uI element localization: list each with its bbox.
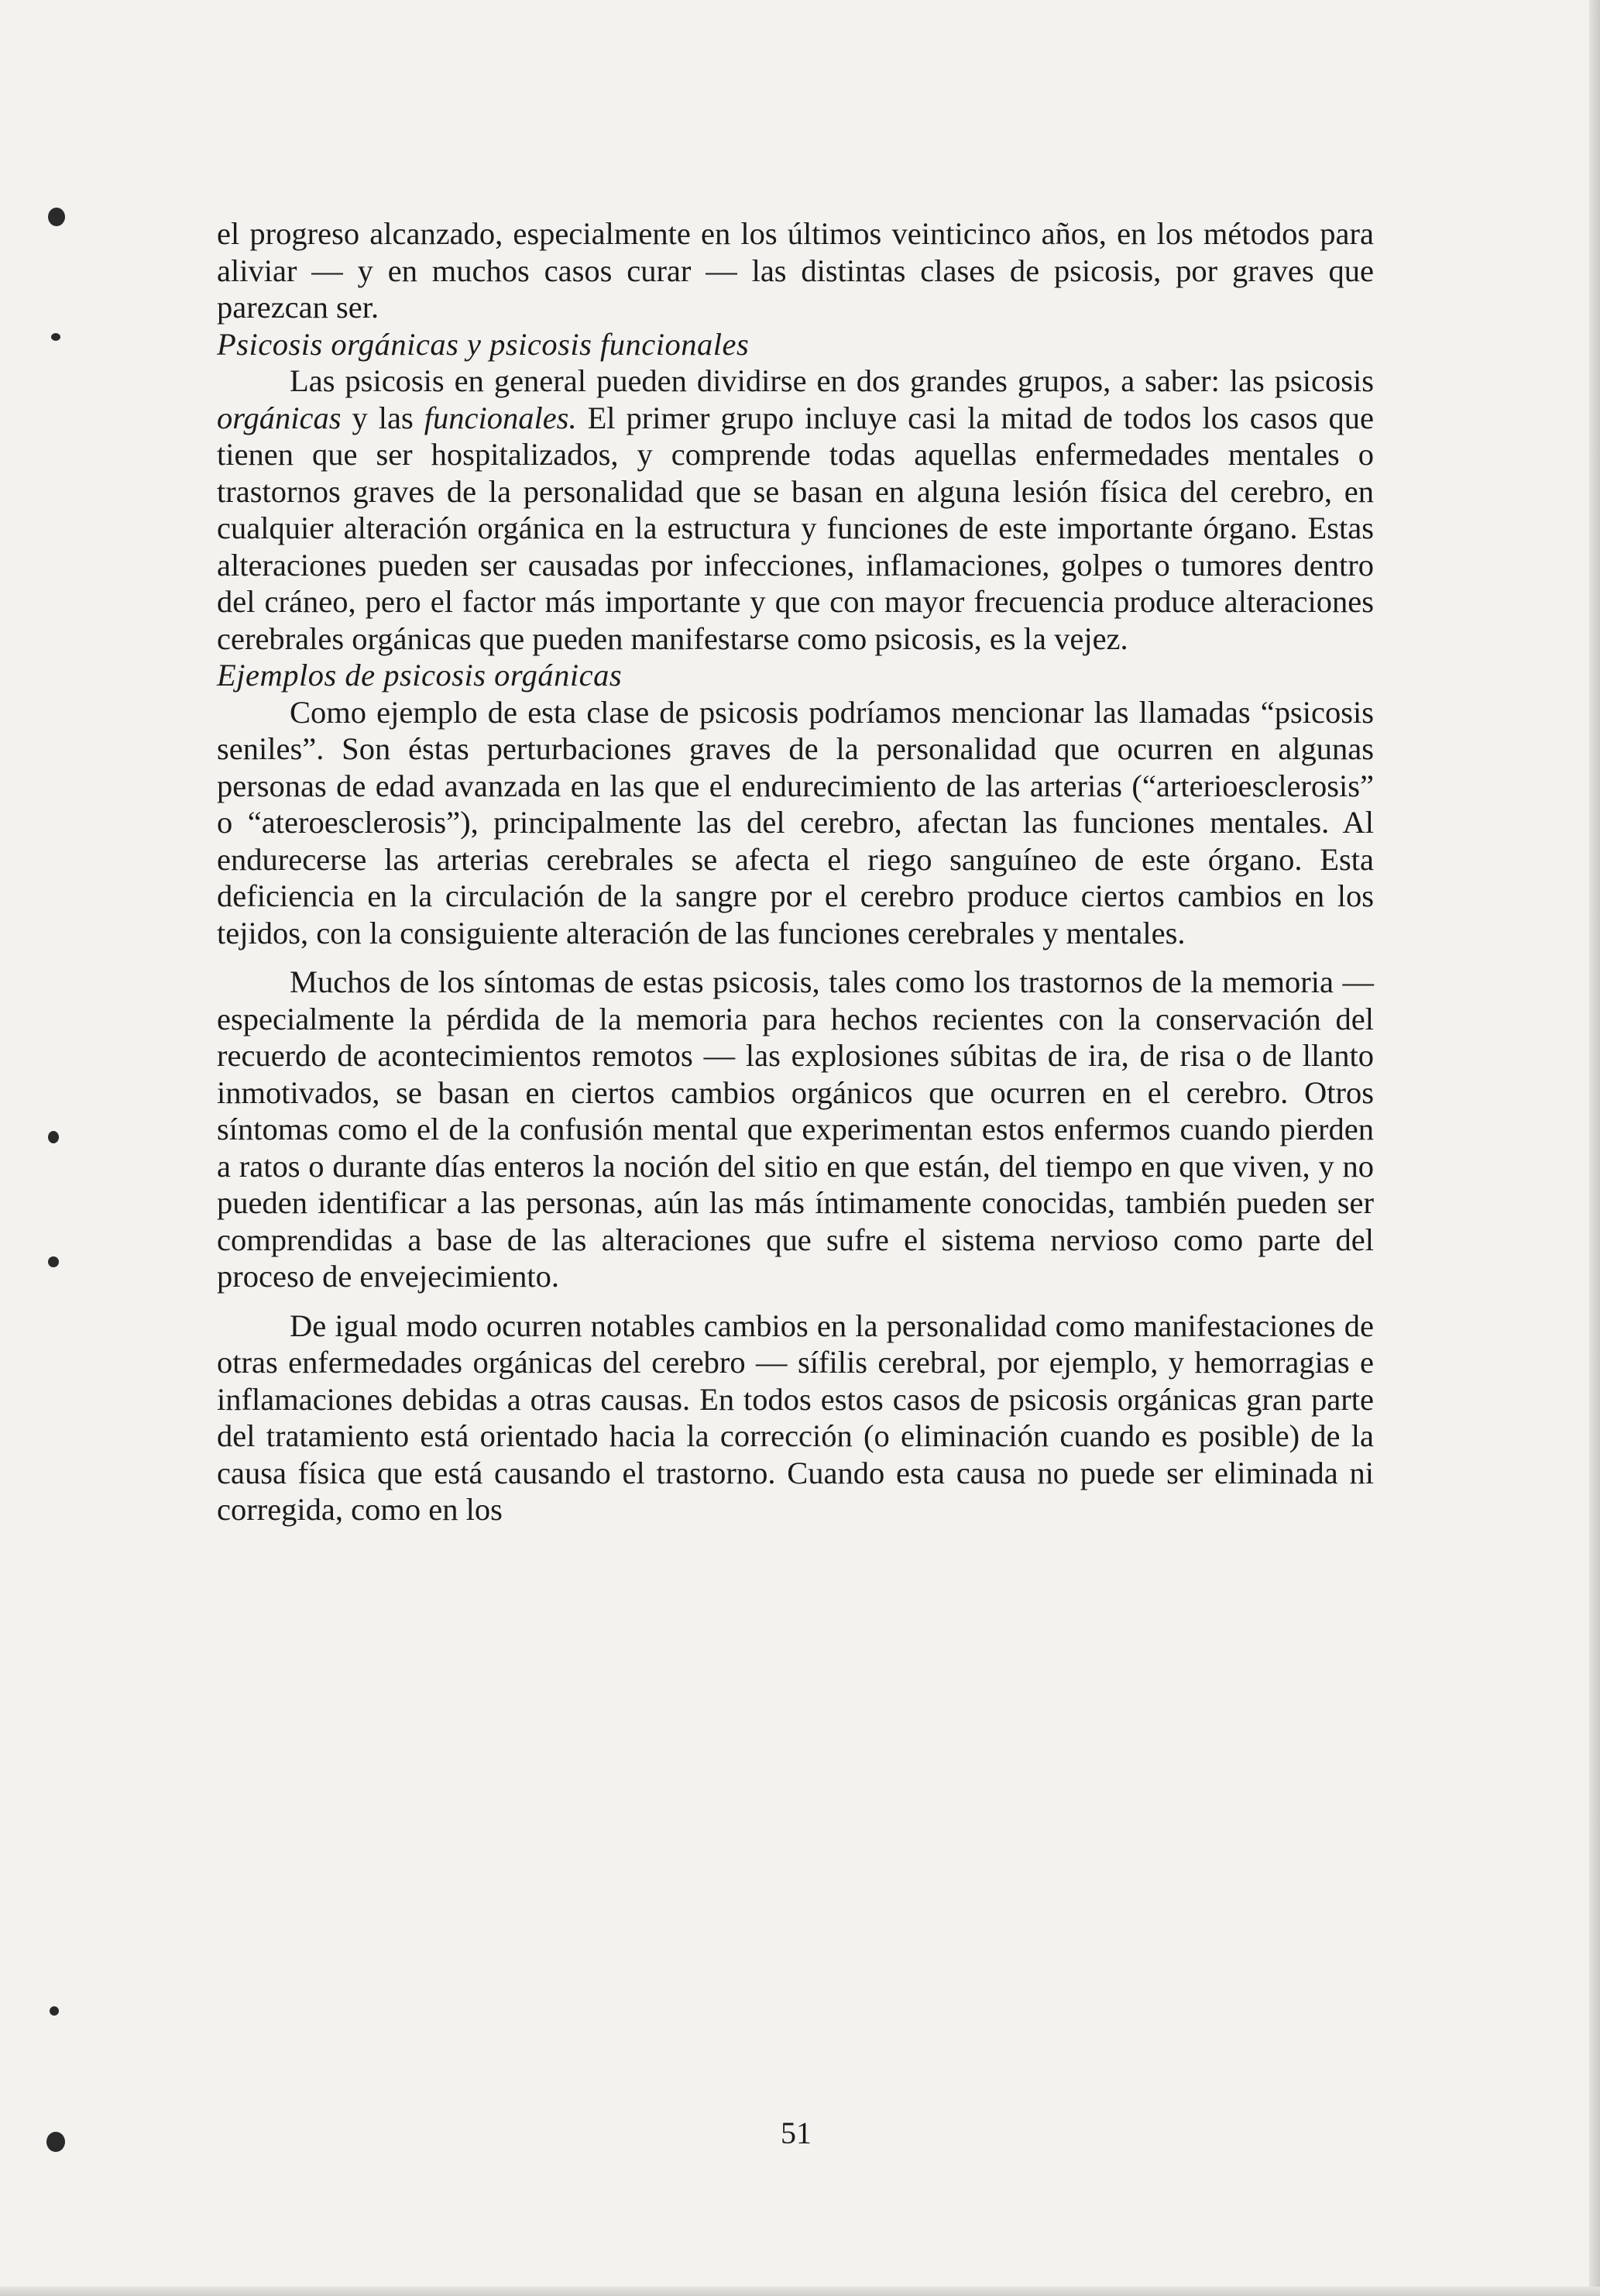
binding-hole-mark bbox=[48, 208, 65, 226]
emphasis-funcionales: funcionales. bbox=[424, 400, 577, 435]
page-number bbox=[0, 2115, 1600, 2151]
text-run: El primer grupo incluye casi la mitad de todos los casos que tienen que ser hospitalizados, y comprende todas aquellas enfermedades mentales o trastornos graves de la personalidad que se basan en alguna lesión física del cerebro, en cualquier alteración orgánica en la estructura y funciones de este importante órgano. Estas alteraciones pueden ser causadas por infecciones, inflamaciones, golpes o tumores dentro del cráneo, pero el factor más importante y que con mayor frecuencia produce alteraciones cerebrales orgánicas que pueden manifestarse como psicosis, es la vejez. bbox=[217, 400, 1374, 656]
section-heading-examples: Ejemplos de psicosis orgánicas bbox=[217, 658, 623, 693]
page-edge-shadow-bottom bbox=[0, 2287, 1600, 2296]
section-heading-organic-functional: Psicosis orgánicas y psicosis funcionales bbox=[217, 326, 750, 362]
binding-hole-mark bbox=[48, 1256, 59, 1267]
text-run: y las bbox=[341, 400, 424, 435]
binding-hole-mark bbox=[50, 2006, 59, 2016]
body-text bbox=[217, 215, 1374, 1528]
binding-hole-mark bbox=[51, 333, 60, 341]
paragraph-senile-psychosis: Como ejemplo de esta clase de psicosis podríamos mencionar las llamadas “psicosis seniles”. Son éstas perturbaciones graves de la personalidad que ocurren en algunas personas de edad avanzada en las que el endurecimiento de las arterias (“arterioesclerosis” o “ateroesclerosis”), principalmente las del cerebro, afectan las funciones mentales. Al endurecerse las arterias cerebrales se afecta el riego sanguíneo de este órgano. Esta deficiencia en la circulación de la sangre por el cerebro produce ciertos cambios en los tejidos, con la consiguiente alteración de las funciones cerebrales y mentales. bbox=[217, 694, 1374, 950]
paragraph-other-diseases: De igual modo ocurren notables cambios en la personalidad como manifestaciones de otras enfermedades orgánicas del cerebro — sífilis cerebral, por ejemplo, y hemorragias e inflamaciones debidas a otras causas. En todos estos casos de psicosis orgánicas gran parte del tratamiento está orientado hacia la corrección (o eliminación cuando es posible) de la causa física que está causando el trastorno. Cuando esta causa no puede ser eliminada ni corregida, como en los bbox=[217, 1308, 1374, 1527]
paragraph-psychosis-groups bbox=[217, 363, 1374, 657]
page-edge-shadow-right bbox=[1589, 0, 1600, 2296]
paragraph-symptoms: Muchos de los síntomas de estas psicosis, tales como los trastornos de la memoria — especialmente la pérdida de la memoria para hechos recientes con la conservación del recuerdo de acontecimientos remotos — las explosiones súbitas de ira, de risa o de llanto inmotivados, se basan en ciertos cambios orgánicos que ocurren en el cerebro. Otros síntomas como el de la confusión mental que experimentan estos enfermos cuando pierden a ratos o durante días enteros la noción del sitio en que están, del tiempo en que viven, y no pueden identificar a las personas, aún las más íntimamente conocidas, también pueden ser comprendidas a base de las alteraciones que sufre el sistema nervioso como parte del proceso de envejecimiento. bbox=[217, 964, 1374, 1294]
binding-hole-mark bbox=[48, 1131, 59, 1143]
emphasis-organicas: orgánicas bbox=[217, 400, 342, 435]
opening-paragraph: el progreso alcanzado, especialmente en los últimos veinticinco años, en los métodos para aliviar — y en muchos casos curar — las distintas clases de psicosis, por graves que parezcan ser. bbox=[217, 216, 1374, 325]
text-run: Las psicosis en general pueden dividirse en dos grandes grupos, a saber: las psicosis bbox=[290, 363, 1374, 398]
page-number-text: 51 bbox=[781, 2116, 812, 2150]
